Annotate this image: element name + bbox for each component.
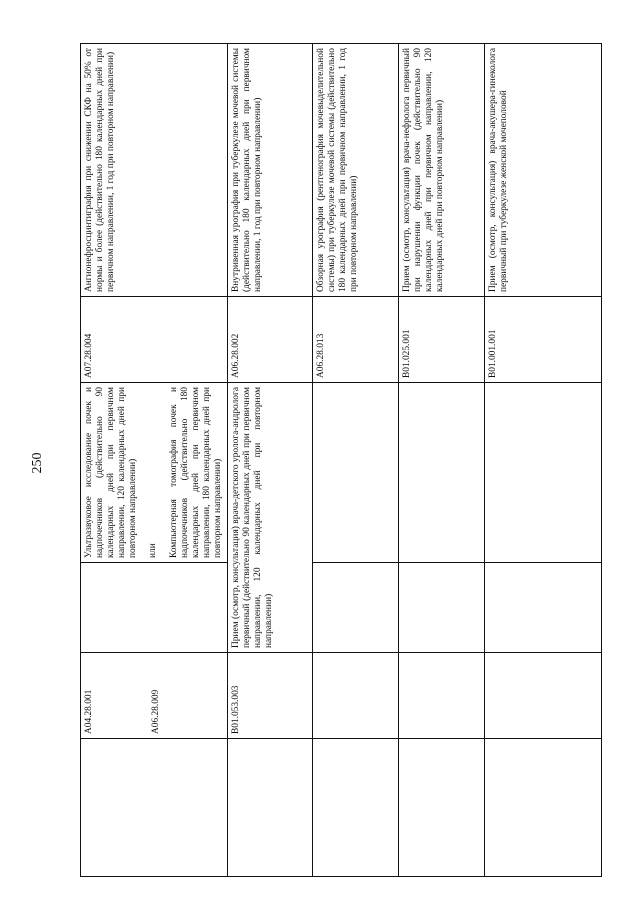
empty-cell (398, 653, 484, 739)
code-text: A06.28.009 (150, 689, 161, 734)
empty-cell (312, 739, 398, 877)
service-cell (398, 44, 484, 297)
code-text: A04.28.001 (84, 689, 94, 734)
empty-cell (484, 653, 601, 739)
service-cell (227, 44, 312, 297)
service-text: Внутривенная урография при туберкулезе мочевой системы (действительно 180 календарных дней при первичном направлении, 1 год при повторном направлении) (230, 48, 263, 292)
code-cell (81, 297, 228, 383)
service-cell (81, 383, 228, 563)
service-cell (227, 383, 312, 653)
table-row (398, 44, 484, 877)
service-text: Прием (осмотр, консультация) врача-детского уролога-андролога первичный (действительно 90 календарных дней при первичном направлении, 120 календарных дней при повторном направлении) (230, 387, 274, 648)
empty-cell (484, 383, 601, 563)
table-row (484, 44, 601, 877)
code-text: B01.053.003 (230, 685, 241, 734)
table-row (81, 44, 228, 877)
service-text: Обзорная урография (рентгенография мочевыделительной системы) при туберкулезе мочевой системы (действительно 180 календарных дней при первичном направлении, 1 год при повторном направлении) (315, 48, 359, 292)
code-cell (227, 653, 312, 739)
code-cell (398, 297, 484, 383)
service-cell (81, 44, 228, 297)
empty-cell (484, 563, 601, 653)
empty-cell (312, 383, 398, 563)
code-text: B01.001.001 (487, 329, 498, 378)
services-table (80, 43, 602, 877)
code-cell (81, 653, 228, 739)
code-cell (227, 297, 312, 383)
table-row (227, 44, 312, 877)
service-text: Ангионефросцинтиграфия при снижении СКФ на 50% от нормы и более (действительно 180 календарных дней при первичном направлении, 1 год при повторном направлении) (84, 48, 116, 292)
code-text: B01.025.001 (401, 329, 412, 378)
empty-cell (398, 563, 484, 653)
service-text: Прием (осмотр, консультация) врача-нефролога первичный при нарушении функции почек (действительно 90 календарных дней при первичном направлении, 120 календарных дней при повторном направлении) (401, 48, 445, 292)
service-text: Прием (осмотр, консультация) врача-акушера-гинеколога первичный при туберкулезе женской мочеполовой (487, 48, 509, 292)
code-cell (484, 297, 601, 383)
code-text: A06.28.002 (230, 333, 241, 378)
empty-cell (81, 563, 228, 653)
code-text: A07.28.004 (84, 333, 94, 378)
service-text: Ультразвуковое исследование почек и надпочечников (действительно 90 календарных дней при первичном направлении, 120 календарных дней при повторном направлении) (84, 387, 138, 558)
empty-cell (398, 383, 484, 563)
code-cell (312, 297, 398, 383)
empty-cell (81, 739, 228, 877)
table-row (312, 44, 398, 877)
empty-cell (398, 739, 484, 877)
empty-cell (312, 653, 398, 739)
service-cell (484, 44, 601, 297)
page-number: 250 (30, 452, 45, 474)
service-cell (312, 44, 398, 297)
empty-cell (484, 739, 601, 877)
service-text: Компьютерная томография почек и надпочечников (действительно 180 календарных дней при первичном направлении, 180 календарных дней при повторном направлении) (169, 387, 224, 558)
empty-cell (227, 739, 312, 877)
document-table-rotated (80, 44, 536, 877)
or-label: или (147, 543, 158, 558)
code-text: A06.28.013 (315, 333, 326, 378)
empty-cell (312, 563, 398, 653)
